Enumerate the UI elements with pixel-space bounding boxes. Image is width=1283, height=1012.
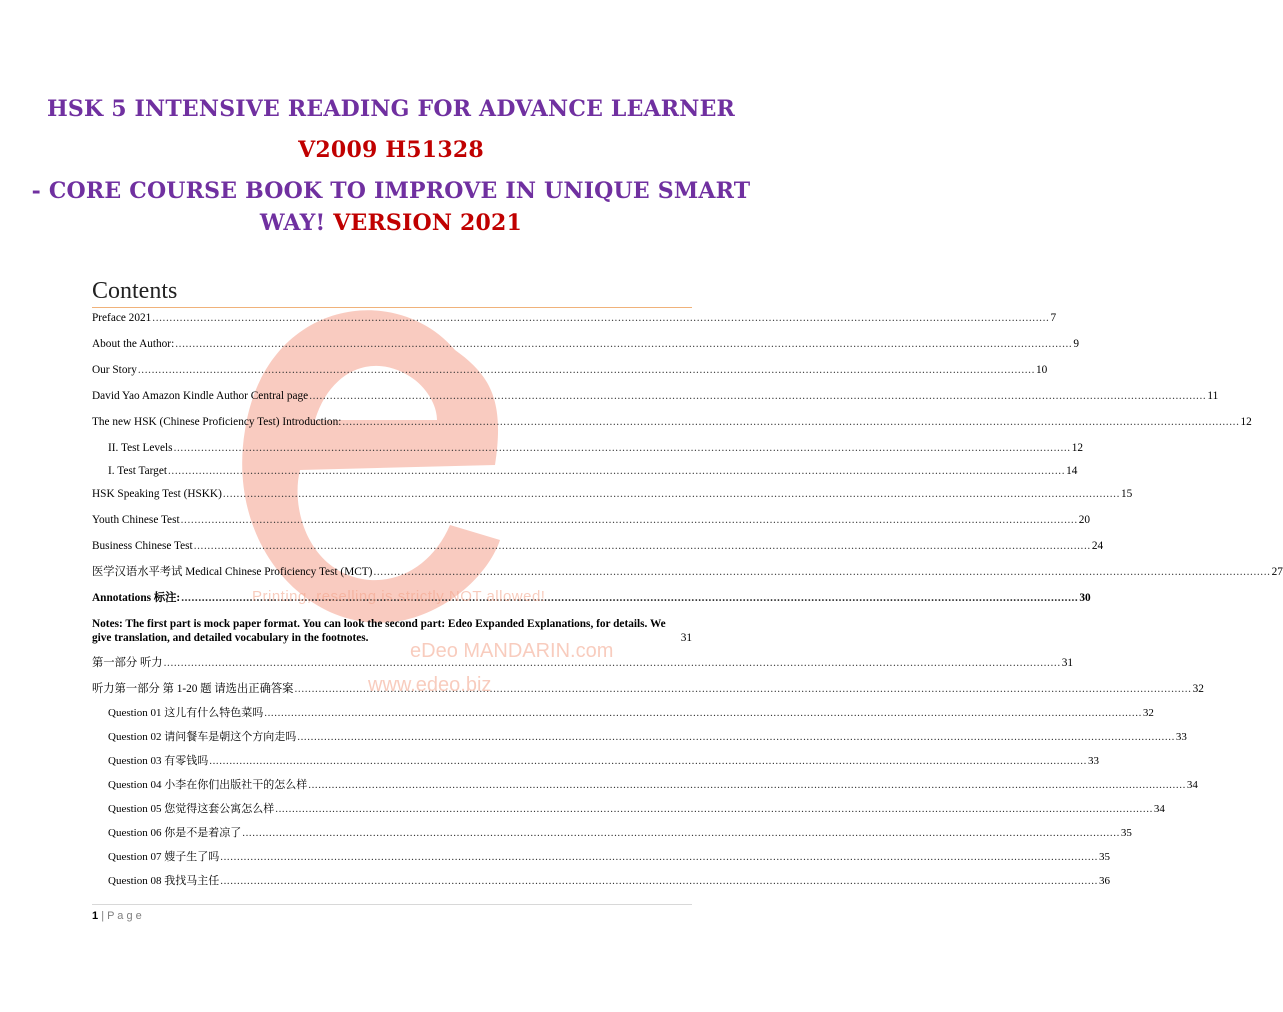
toc-entry[interactable] <box>92 706 1154 720</box>
toc-entry-label: Our Story <box>92 364 137 376</box>
toc-entry[interactable] <box>92 826 1132 840</box>
toc-entry-label: Business Chinese Test <box>92 540 193 552</box>
toc-entry-page: 10 <box>1036 364 1048 376</box>
toc-entry-label: HSK Speaking Test (HSKK) <box>92 488 222 500</box>
contents-heading: Contents <box>92 276 692 308</box>
toc-entry[interactable] <box>92 487 1133 501</box>
toc-entry[interactable] <box>92 311 1057 325</box>
toc-entry[interactable] <box>92 850 1110 864</box>
document-title <box>0 94 782 239</box>
toc-entry-page: 31 <box>680 632 692 644</box>
toc-entry-label: Question 07 嫂子生了吗 <box>108 851 220 863</box>
title-line-3: - CORE COURSE BOOK TO IMPROVE IN UNIQUE SMART <box>31 178 751 204</box>
toc-entry-label: Question 02 请问餐车是朝这个方向走吗 <box>108 731 297 743</box>
toc-entry[interactable] <box>92 754 1099 768</box>
toc-entry-label: Question 06 你是不是着凉了 <box>108 827 242 839</box>
toc-entry-page: 34 <box>1186 779 1198 791</box>
toc-entry-page: 33 <box>1175 731 1187 743</box>
toc-entry-page: 30 <box>1079 592 1091 604</box>
toc-entry[interactable] <box>92 730 1187 744</box>
toc-entry-label: Question 04 小李在你们出版社干的怎么样 <box>108 779 308 791</box>
footer-divider <box>92 904 692 905</box>
toc-entry-page: 35 <box>1120 827 1132 839</box>
toc-entry-page: 34 <box>1153 803 1165 815</box>
title-line-1: HSK 5 INTENSIVE READING FOR ADVANCE LEARNER <box>46 96 736 122</box>
toc-entry[interactable] <box>92 464 1078 478</box>
toc-entry-page: 33 <box>1087 755 1099 767</box>
toc-entry-label: Notes: The first part is mock paper format. You can look the second part: Edeo Expanded Explanations, for details. We give translation, and detailed vocabulary in the footnotes. <box>92 618 666 644</box>
toc-entry-label: Question 08 我找马主任 <box>108 875 220 887</box>
toc-entry-label: Question 01 这儿有什么特色菜吗 <box>108 707 264 719</box>
toc-entry-page: 31 <box>1061 657 1074 669</box>
title-line-4-way: WAY! <box>259 210 326 236</box>
toc-entry-label: I. Test Target <box>108 465 167 477</box>
toc-entry[interactable] <box>92 415 1252 429</box>
toc-entry-label: David Yao Amazon Kindle Author Central page <box>92 390 309 402</box>
toc-entry[interactable] <box>92 441 1084 455</box>
toc-entry-page: 12 <box>1071 442 1084 454</box>
title-line-4 <box>0 208 782 239</box>
toc-entry[interactable] <box>92 874 1110 888</box>
toc-entry-page: 12 <box>1240 416 1252 428</box>
toc-entry[interactable] <box>92 802 1165 816</box>
toc-entry-page: 7 <box>1050 312 1057 324</box>
watermark-text-3: www.edeo.biz <box>368 674 492 696</box>
toc-entry-page: 27 <box>1271 566 1283 578</box>
toc-entry-label: Question 05 您觉得这套公寓怎么样 <box>108 803 275 815</box>
title-line-2: V2009 H51328 <box>298 137 484 163</box>
page-footer <box>92 910 142 922</box>
page-label: | P a g e <box>101 910 142 922</box>
toc-entry-label: Preface 2021 <box>92 312 152 324</box>
toc-entry-label: 第一部分 听力 <box>92 657 163 669</box>
toc-entry[interactable] <box>92 337 1080 351</box>
toc-entry-page: 35 <box>1098 851 1110 863</box>
toc-entry[interactable] <box>92 363 1048 377</box>
watermark-text-2: eDeo MANDARIN.com <box>410 640 614 662</box>
toc-entry-label: II. Test Levels <box>108 442 173 454</box>
toc-entry-page: 24 <box>1091 540 1104 552</box>
toc-entry-label: 医学汉语水平考试 Medical Chinese Proficiency Test (MCT) <box>92 566 373 578</box>
toc-entry[interactable] <box>92 565 1283 579</box>
toc-entry[interactable] <box>92 539 1104 553</box>
toc-entry-page: 32 <box>1142 707 1154 719</box>
toc-entry[interactable] <box>92 778 1198 792</box>
toc-entry-page: 15 <box>1121 488 1133 500</box>
toc-entry[interactable] <box>92 513 1091 527</box>
toc-entry-page: 14 <box>1066 465 1078 477</box>
toc-entry-label: Question 03 有零钱吗 <box>108 755 209 767</box>
title-line-4-version: VERSION 2021 <box>333 210 523 236</box>
toc-entry-page: 20 <box>1078 514 1091 526</box>
toc-entry-label: Youth Chinese Test <box>92 514 180 526</box>
toc-entry[interactable] <box>92 389 1219 403</box>
page-number: 1 <box>92 910 99 922</box>
toc-entry-label: Annotations 标注: <box>92 592 181 604</box>
toc-entry-label: About the Author: <box>92 338 175 350</box>
watermark-text-1: Printing, reselling is strictly NOT allowed! <box>252 588 546 605</box>
toc-entry-label: 听力第一部分 第 1-20 题 请选出正确答案 <box>92 683 294 695</box>
toc-entry-page: 11 <box>1207 390 1219 402</box>
toc-entry-page: 32 <box>1192 683 1204 695</box>
toc-entry-page: 9 <box>1073 338 1080 350</box>
toc-entry-label: The new HSK (Chinese Proficiency Test) Introduction: <box>92 416 342 428</box>
toc-entry-page: 36 <box>1098 875 1110 887</box>
